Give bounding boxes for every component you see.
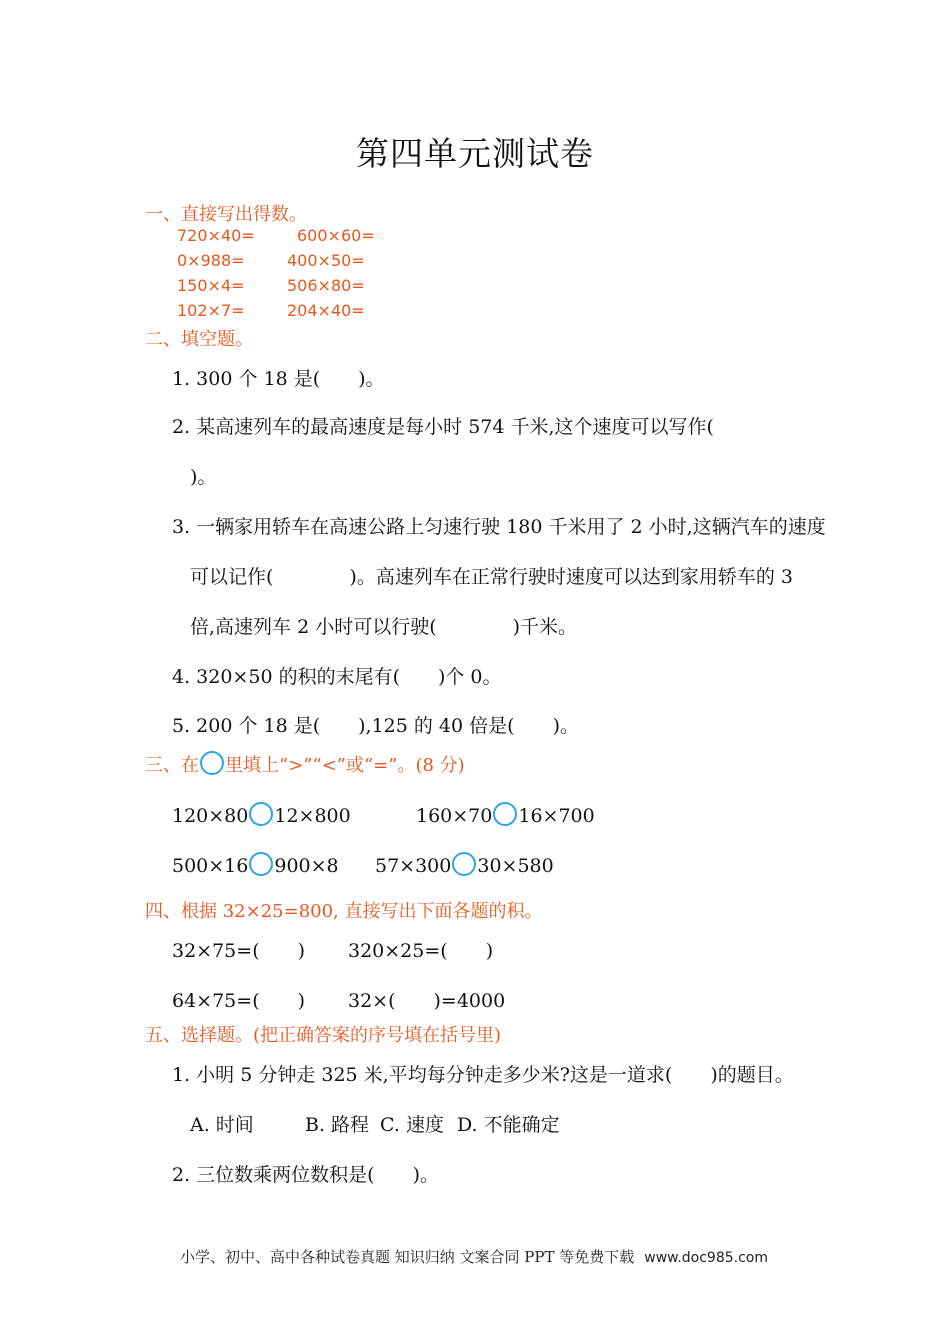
fill-question-1: 1. 300 个 18 是( )。 [172,368,385,390]
choice-option-c[interactable]: C. 速度 [380,1114,444,1136]
answer-circle-icon[interactable] [249,852,273,876]
calc-item: 600×60= [297,226,375,245]
calc-item: 102×7= [177,301,245,320]
footer-text: 小学、初中、高中各种试卷真题 知识归纳 文案合同 PPT 等免费下载 [180,1248,635,1266]
footer-url[interactable]: www.doc985.com [644,1250,769,1266]
calc-item: 720×40= [177,226,255,245]
fill-question-2-line2: )。 [190,466,217,488]
calc-item: 150×4= [177,276,245,295]
compare-item-4 [375,852,554,877]
fill-question-4: 4. 320×50 的积的末尾有( )个 0。 [172,666,502,688]
product-item: 64×75=( ) [172,990,306,1012]
compare-left: 57×300 [375,855,452,877]
calc-item: 400×50= [287,251,365,270]
compare-item-2 [416,802,595,827]
product-item: 32×( )=4000 [348,990,506,1012]
compare-right: 12×800 [274,805,351,827]
choice-question-1: 1. 小明 5 分钟走 325 米,平均每分钟走多少米?这是一道求( )的题目。 [172,1064,794,1086]
page-title: 第四单元测试卷 [356,134,594,173]
section2-heading: 二、填空题。 [145,329,253,350]
fill-question-2-line1: 2. 某高速列车的最高速度是每小时 574 千米,这个速度可以写作( [172,416,714,438]
compare-item-1 [172,802,351,827]
fill-question-3-line2: 可以记作( )。高速列车在正常行驶时速度可以达到家用轿车的 3 [190,566,793,588]
compare-right: 16×700 [518,805,595,827]
compare-right: 900×8 [274,855,339,877]
calc-item: 506×80= [287,276,365,295]
choice-question-2: 2. 三位数乘两位数积是( )。 [172,1164,439,1186]
footer [180,1246,768,1267]
calc-item: 0×988= [177,251,245,270]
answer-circle-icon[interactable] [493,802,517,826]
fill-question-3-line3: 倍,高速列车 2 小时可以行驶( )千米。 [190,616,578,638]
compare-left: 120×80 [172,805,249,827]
choice-option-d[interactable]: D. 不能确定 [457,1114,560,1136]
choice-option-a[interactable]: A. 时间 [190,1114,254,1136]
product-item: 32×75=( ) [172,940,306,962]
answer-circle-icon[interactable] [452,852,476,876]
circle-icon [200,751,224,775]
section3-heading-post: 里填上“>”“<”或“=”。(8 分) [225,755,465,776]
compare-right: 30×580 [477,855,554,877]
calc-item: 204×40= [287,301,365,320]
section5-heading: 五、选择题。(把正确答案的序号填在括号里) [145,1025,502,1046]
section4-heading: 四、根据 32×25=800, 直接写出下面各题的积。 [145,901,543,922]
product-item: 320×25=( ) [348,940,494,962]
compare-left: 160×70 [416,805,493,827]
section3-heading-pre: 三、在 [145,755,199,776]
answer-circle-icon[interactable] [249,802,273,826]
compare-left: 500×16 [172,855,249,877]
section1-heading: 一、直接写出得数。 [145,204,307,225]
fill-question-3-line1: 3. 一辆家用轿车在高速公路上匀速行驶 180 千米用了 2 小时,这辆汽车的速度 [172,516,826,538]
compare-item-3 [172,852,339,877]
fill-question-5: 5. 200 个 18 是( ),125 的 40 倍是( )。 [172,715,579,737]
choice-option-b[interactable]: B. 路程 [305,1114,370,1136]
section3-heading [145,751,465,777]
